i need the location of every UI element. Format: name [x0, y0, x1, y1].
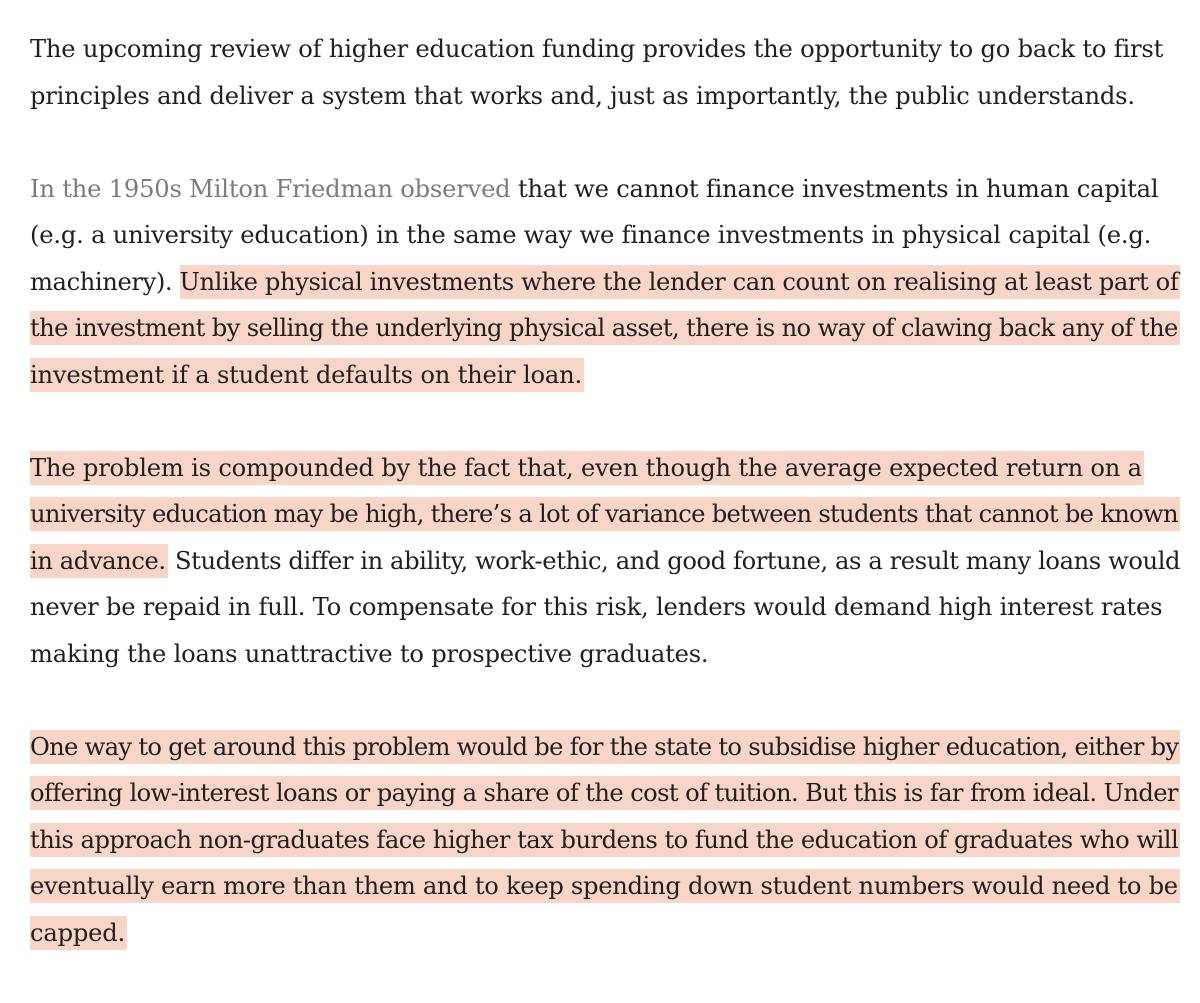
highlighted-text: university education may be high, there’s a lot of variance between students that cannot be known — [30, 497, 1180, 531]
paragraph-line — [30, 445, 1180, 492]
friedman-link[interactable]: In the 1950s Milton Friedman observed — [30, 174, 511, 203]
paragraph-line — [30, 538, 1180, 585]
paragraph-line — [30, 166, 1180, 213]
paragraph-line — [30, 212, 1180, 259]
paragraph-review — [30, 26, 1180, 119]
paragraph-variance — [30, 445, 1180, 678]
paragraph-line — [30, 910, 1180, 957]
text-span: principles and deliver a system that works and, just as importantly, the public understands. — [30, 81, 1135, 110]
paragraph-line — [30, 724, 1180, 771]
highlighted-text: The problem is compounded by the fact that, even though the average expected return on a — [30, 451, 1144, 485]
paragraph-line — [30, 73, 1180, 120]
paragraph-friedman — [30, 166, 1180, 399]
text-span: never be repaid in full. To compensate for this risk, lenders would demand high interest rates — [30, 593, 1163, 621]
paragraph-line — [30, 770, 1180, 817]
highlighted-text: this approach non-graduates face higher tax burdens to fund the education of graduates who will — [30, 823, 1180, 857]
paragraph-line — [30, 491, 1180, 538]
paragraph-line — [30, 259, 1180, 306]
paragraph-subsidy — [30, 724, 1180, 957]
text-span: making the loans unattractive to prospective graduates. — [30, 639, 709, 668]
highlighted-text: investment if a student defaults on their loan. — [30, 358, 584, 392]
highlighted-text: One way to get around this problem would be for the state to subsidise higher education, either by — [30, 730, 1180, 764]
highlighted-text: capped. — [30, 916, 127, 950]
paragraph-line — [30, 352, 1180, 399]
paragraph-line — [30, 584, 1180, 631]
article-body — [30, 26, 1180, 1003]
paragraph-line — [30, 26, 1180, 73]
text-span: The upcoming review of higher education funding provides the opportunity to go back to first — [30, 35, 1164, 63]
paragraph-line — [30, 631, 1180, 678]
text-span: that we cannot finance investments in human capital — [510, 174, 1159, 203]
highlighted-text: offering low-interest loans or paying a share of the cost of tuition. But this is far from ideal. Under — [30, 776, 1180, 810]
paragraph-line — [30, 817, 1180, 864]
text-span: machinery). — [30, 267, 180, 296]
highlighted-text: eventually earn more than them and to keep spending down student numbers would need to be — [30, 869, 1180, 903]
highlighted-text: in advance. — [30, 544, 168, 578]
paragraph-line — [30, 305, 1180, 352]
highlighted-text: Unlike physical investments where the lender can count on realising at least part of — [180, 265, 1181, 299]
text-span: Students differ in ability, work-ethic, and good fortune, as a result many loans would — [167, 546, 1181, 575]
highlighted-text: the investment by selling the underlying physical asset, there is no way of clawing back any of the — [30, 311, 1180, 345]
paragraph-line — [30, 863, 1180, 910]
text-span: (e.g. a university education) in the same way we finance investments in physical capital (e.g. — [30, 221, 1152, 249]
